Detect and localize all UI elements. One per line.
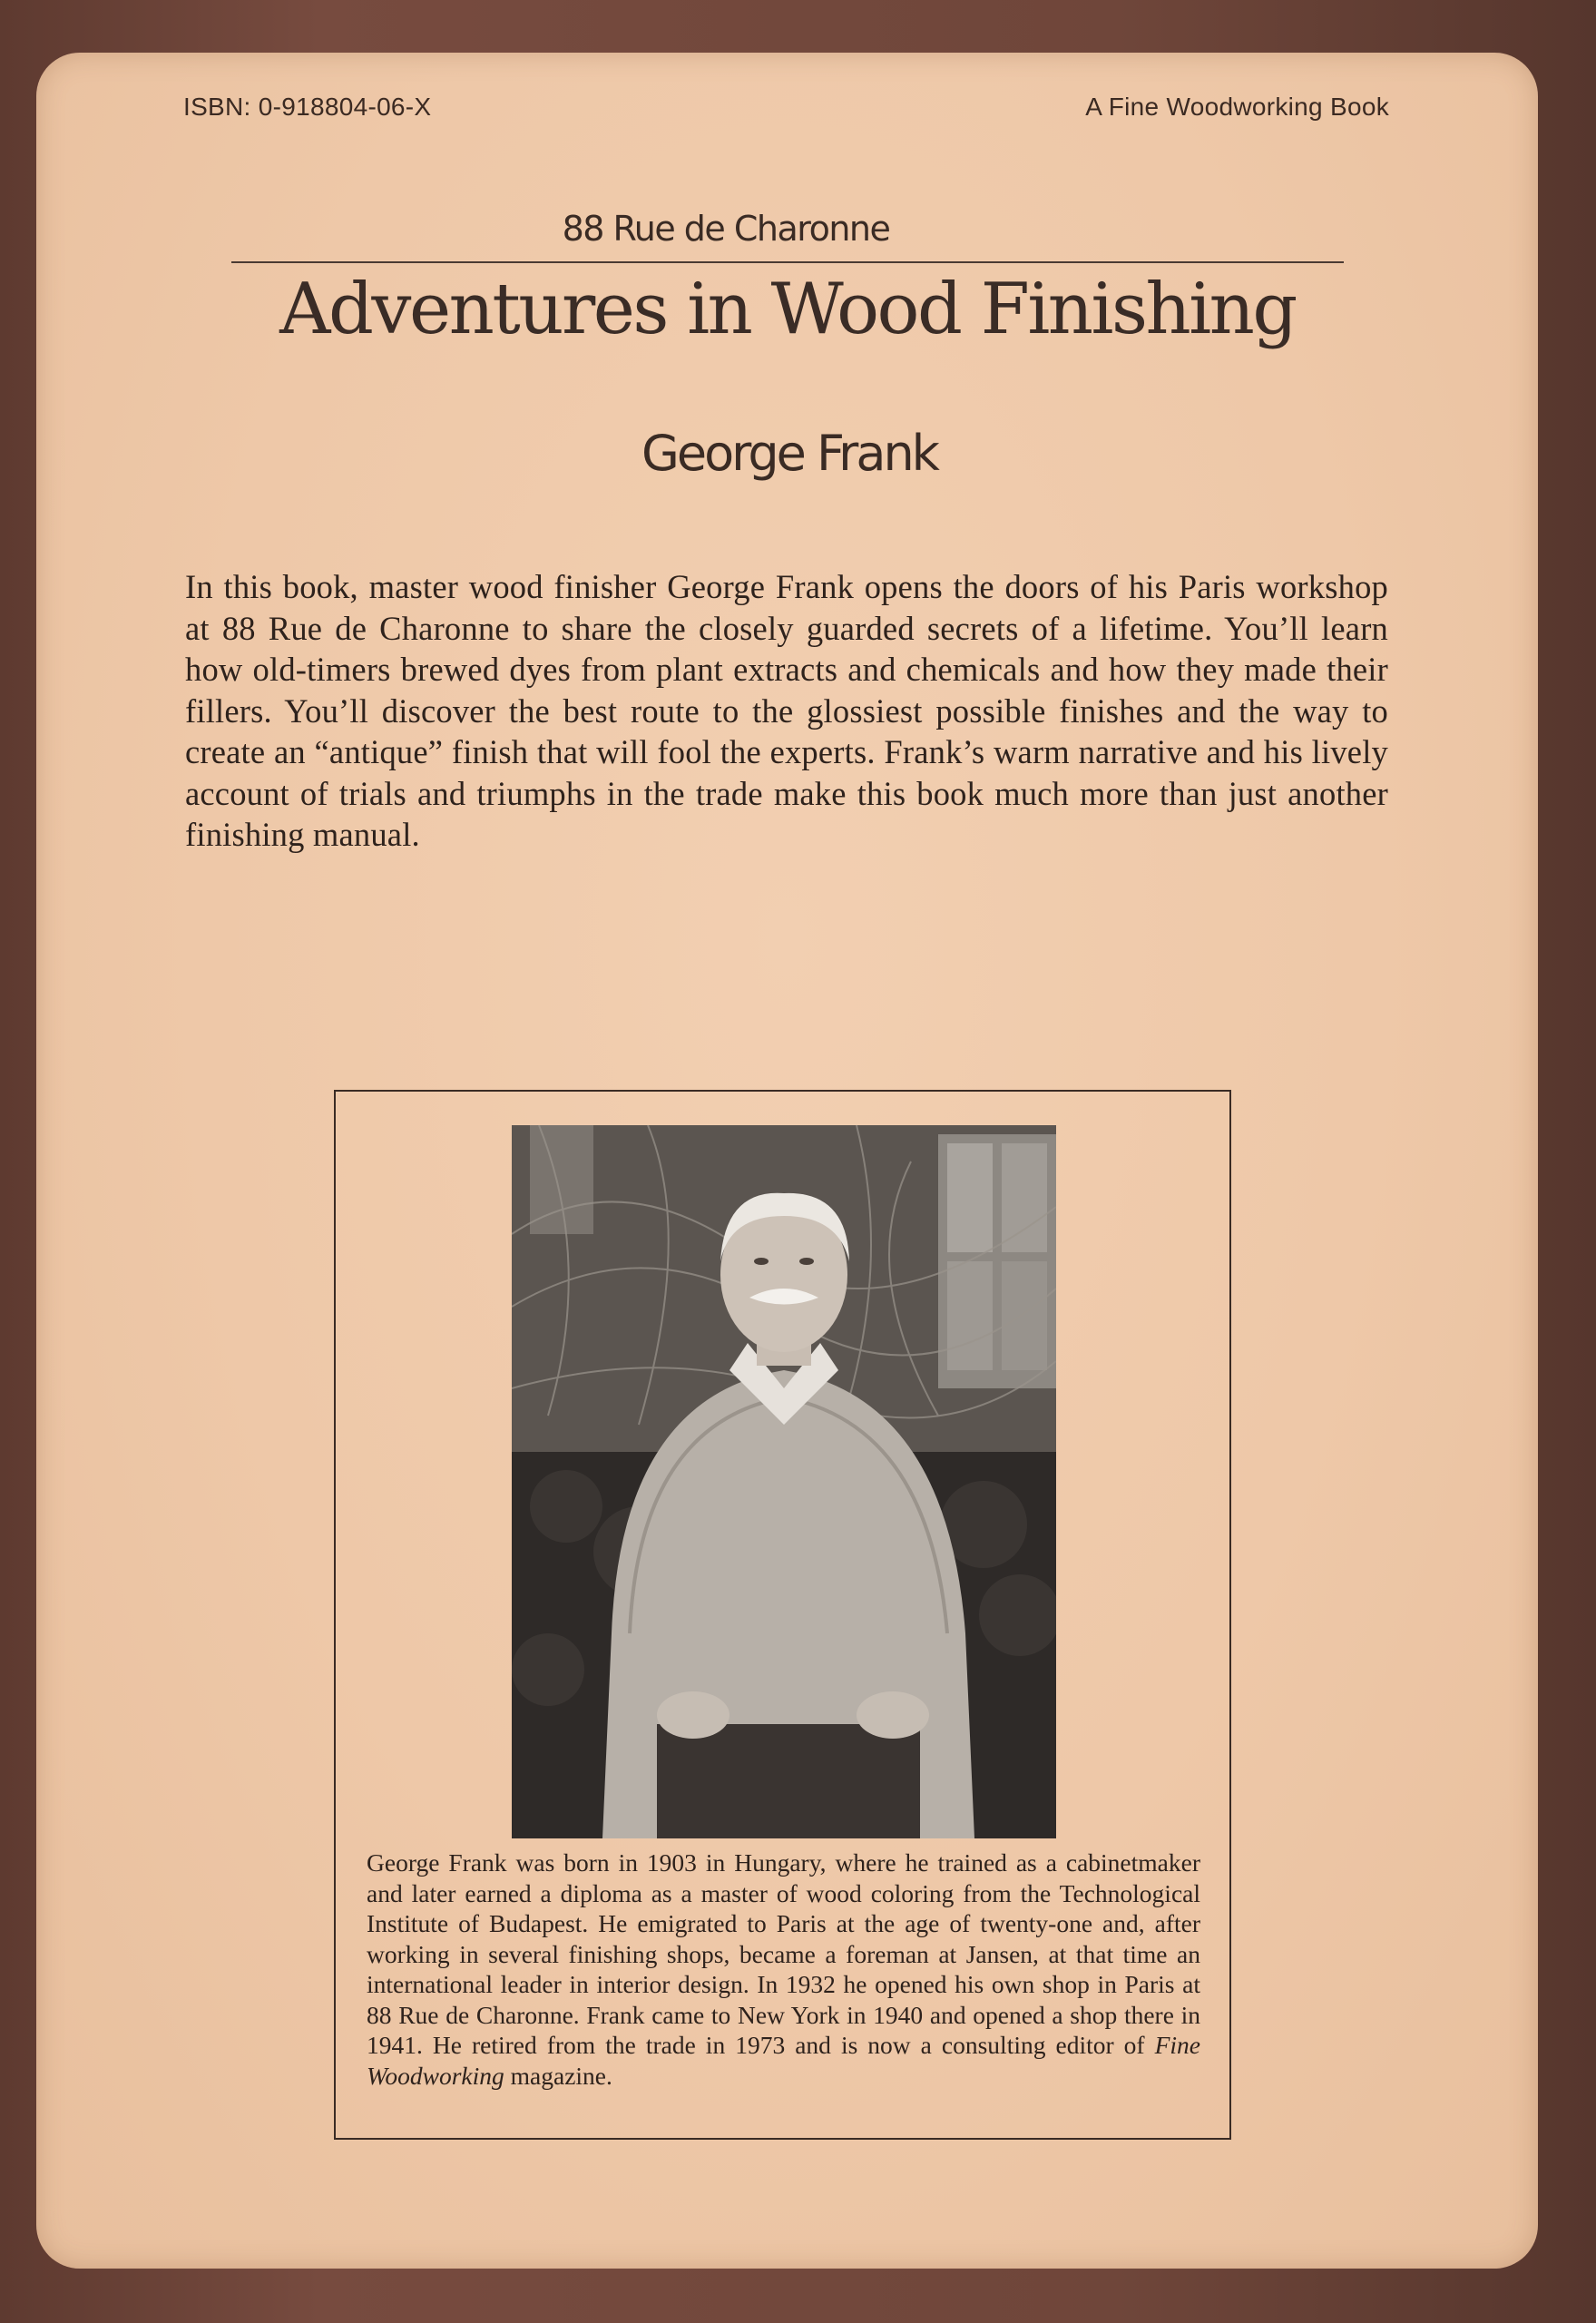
author-photo xyxy=(512,1125,1056,1838)
biography-text: George Frank was born in 1903 in Hungary, where he trained as a cabinetmaker and later earned a diploma as a master of wood coloring from the Technological Institute of Budapest. He emigrated to Paris at the age of twenty-one and, after working in several finishing shops, became a foreman at Jansen, at that time an international leader in interior design. In 1932 he opened his own shop in Paris at 88 Rue de Charonne. Frank came to New York in 1940 and opened a shop there in 1941. He retired from the trade in 1973 and is now a consulting editor of xyxy=(367,1848,1200,2059)
book-subtitle: 88 Rue de Charonne xyxy=(562,209,890,249)
book-title: Adventures in Wood Finishing xyxy=(279,269,1296,350)
book-description: In this book, master wood finisher George Frank opens the doors of his Paris workshop at 88 Rue de Charonne to share the closely guarded secrets of a lifetime. You’ll learn how old-timers brewed dyes from plant extracts and chemicals and how they made their fillers. You’ll discover the best route to the glossiest possible finishes and the way to create an “antique” finish that will fool the experts. Frank’s warm narrative and his lively account of trials and triumphs in the trade make this book much more than just another finishing manual. xyxy=(185,568,1388,853)
cover-panel xyxy=(36,53,1538,2269)
author-photo-frame xyxy=(334,1090,1231,2140)
magazine-name: Fine Woodworking xyxy=(367,2031,1200,2090)
isbn-label: ISBN: 0-918804-06-X xyxy=(183,93,432,121)
biography-text-end: magazine. xyxy=(510,2061,612,2090)
author-biography xyxy=(367,1848,1200,2091)
title-divider xyxy=(231,261,1344,263)
book-author: George Frank xyxy=(641,425,937,482)
author-photo-illustration xyxy=(512,1125,1056,1838)
series-label: A Fine Woodworking Book xyxy=(1085,93,1389,121)
